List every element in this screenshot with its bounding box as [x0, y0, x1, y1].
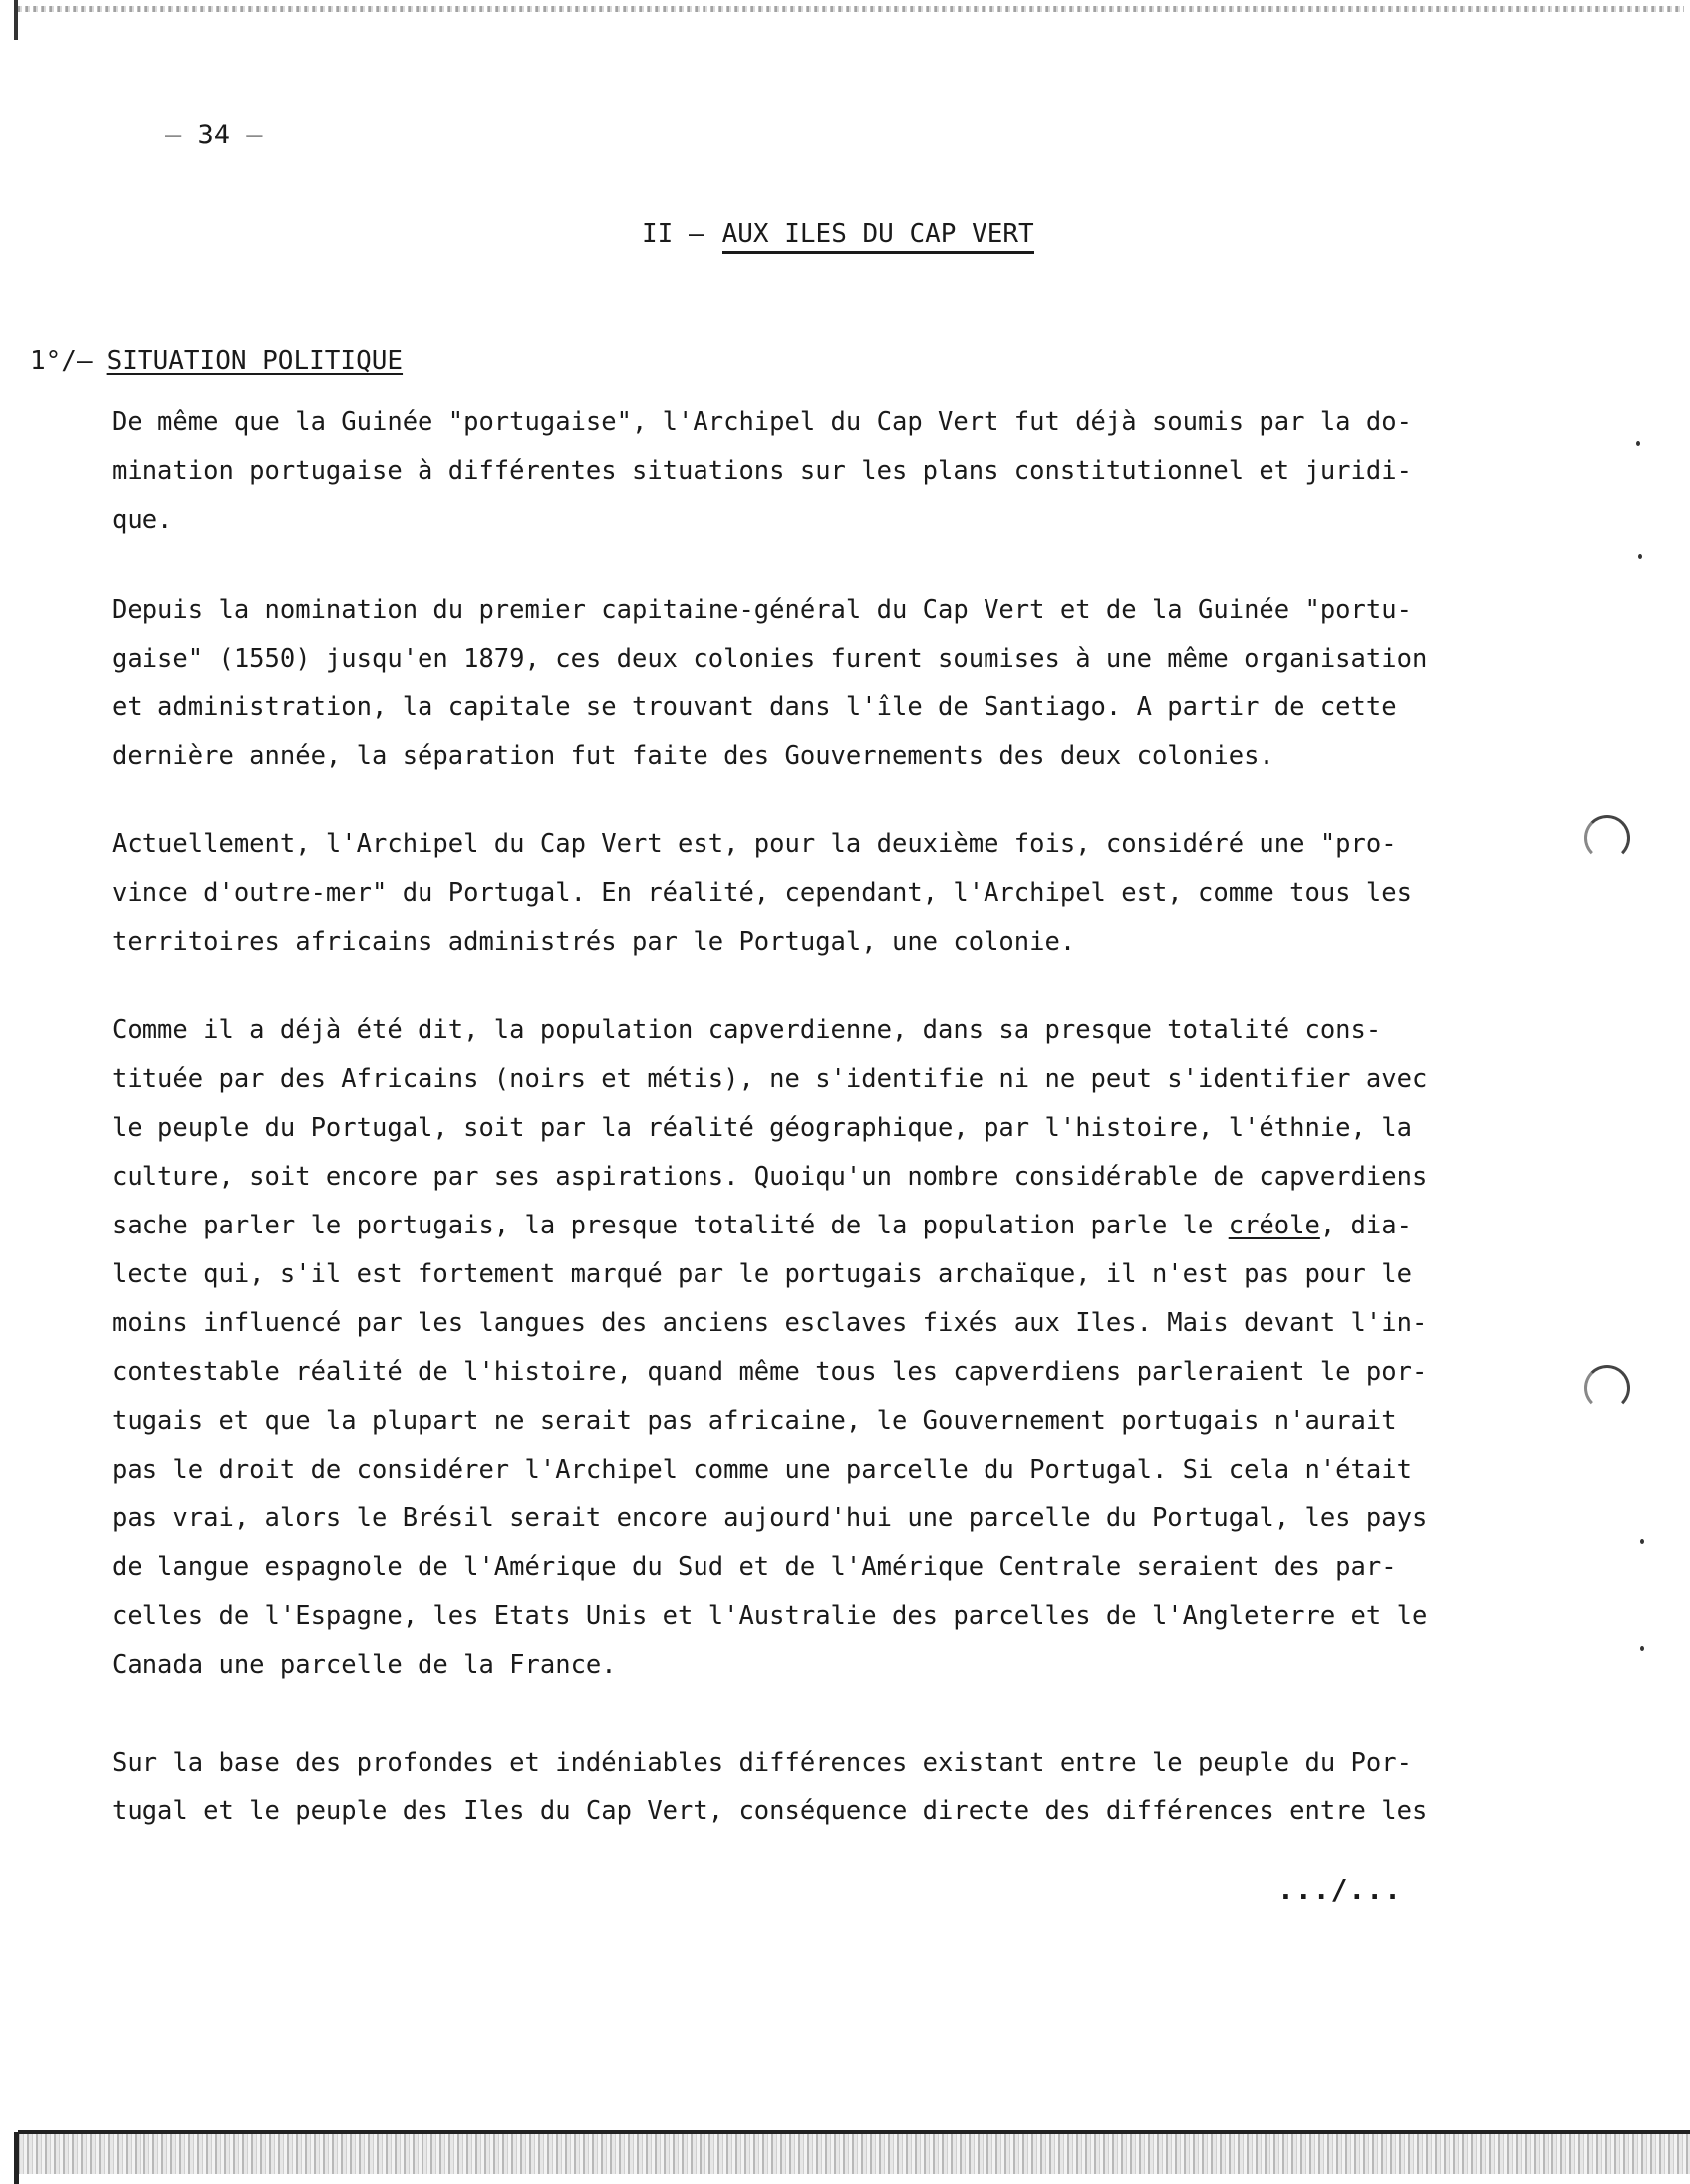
paragraph-1 — [112, 399, 1477, 545]
text-line: mination portugaise à différentes situations sur les plans constitutionnel et juridi- — [112, 456, 1412, 486]
paragraph-2 — [112, 586, 1477, 781]
punch-hole-mark — [1584, 1365, 1630, 1411]
paragraph-5 — [112, 1739, 1477, 1836]
text-line: que. — [112, 505, 173, 535]
text-line-end: , dia- — [1319, 1211, 1412, 1240]
section-title: SITUATION POLITIQUE — [106, 346, 404, 376]
scan-edge-top — [18, 6, 1684, 12]
section-heading — [30, 346, 403, 376]
paragraph-4 — [112, 1006, 1477, 1690]
text-line: Comme il a déjà été dit, la population capverdienne, dans sa presque totalité cons- — [112, 1015, 1382, 1045]
text-line: Sur la base des profondes et indéniables différences existant entre le peuple du Por- — [112, 1748, 1412, 1777]
paragraph-3 — [112, 820, 1477, 966]
punch-hole-mark — [1584, 815, 1630, 861]
scan-edge-bottom-left — [14, 2132, 19, 2184]
text-line: vince d'outre-mer" du Portugal. En réalité, cependant, l'Archipel est, comme tous les — [112, 878, 1412, 908]
text-line: tugais et que la plupart ne serait pas africaine, le Gouvernement portugais n'aurait — [112, 1406, 1397, 1436]
text-line — [112, 1202, 1477, 1250]
text-line: territoires africains administrés par le Portugal, une colonie. — [112, 927, 1076, 956]
text-line: et administration, la capitale se trouvant dans l'île de Santiago. A partir de cette — [112, 692, 1397, 722]
chapter-title — [642, 219, 1034, 249]
text-line: pas le droit de considérer l'Archipel comme une parcelle du Portugal. Si cela n'était — [112, 1455, 1412, 1485]
scan-edge-bottom — [18, 2134, 1690, 2174]
text-line: gaise" (1550) jusqu'en 1879, ces deux colonies furent soumises à une même organisation — [112, 644, 1428, 674]
page-number: — 34 — — [165, 120, 263, 150]
continuation-mark: .../... — [1277, 1873, 1403, 1906]
scan-edge-left — [14, 0, 18, 40]
chapter-title-text: AUX ILES DU CAP VERT — [722, 219, 1034, 254]
text-line: de langue espagnole de l'Amérique du Sud et de l'Amérique Centrale seraient des par- — [112, 1552, 1397, 1582]
text-line: contestable réalité de l'histoire, quand même tous les capverdiens parleraient le por- — [112, 1357, 1428, 1387]
chapter-roman-numeral: II — — [642, 219, 704, 249]
text-line: De même que la Guinée "portugaise", l'Archipel du Cap Vert fut déjà soumis par la do- — [112, 408, 1412, 437]
scan-speck — [1638, 554, 1642, 559]
text-line-start: sache parler le portugais, la presque totalité de la population parle le — [112, 1211, 1229, 1240]
text-line: pas vrai, alors le Brésil serait encore aujourd'hui une parcelle du Portugal, les pays — [112, 1503, 1428, 1533]
text-line: lecte qui, s'il est fortement marqué par le portugais archaïque, il n'est pas pour le — [112, 1259, 1412, 1289]
scan-speck — [1640, 1539, 1644, 1544]
text-line: tugal et le peuple des Iles du Cap Vert, conséquence directe des différences entre les — [112, 1796, 1428, 1826]
section-number: 1°/— — [30, 346, 93, 376]
text-line: Actuellement, l'Archipel du Cap Vert est, pour la deuxième fois, considéré une "pro- — [112, 829, 1397, 859]
text-line: celles de l'Espagne, les Etats Unis et l'Australie des parcelles de l'Angleterre et le — [112, 1601, 1428, 1631]
text-line: Depuis la nomination du premier capitaine-général du Cap Vert et de la Guinée "portu- — [112, 595, 1412, 625]
scan-speck — [1640, 1646, 1644, 1651]
text-line: dernière année, la séparation fut faite des Gouvernements des deux colonies. — [112, 741, 1274, 771]
underlined-word: créole — [1228, 1211, 1320, 1240]
text-line: Canada une parcelle de la France. — [112, 1650, 617, 1680]
scan-speck — [1636, 441, 1640, 446]
text-line: moins influencé par les langues des anciens esclaves fixés aux Iles. Mais devant l'in- — [112, 1308, 1428, 1338]
text-line: culture, soit encore par ses aspirations. Quoiqu'un nombre considérable de capverdiens — [112, 1162, 1428, 1192]
text-line: tituée par des Africains (noirs et métis), ne s'identifie ni ne peut s'identifier avec — [112, 1064, 1428, 1094]
text-line: le peuple du Portugal, soit par la réalité géographique, par l'histoire, l'éthnie, la — [112, 1113, 1412, 1143]
